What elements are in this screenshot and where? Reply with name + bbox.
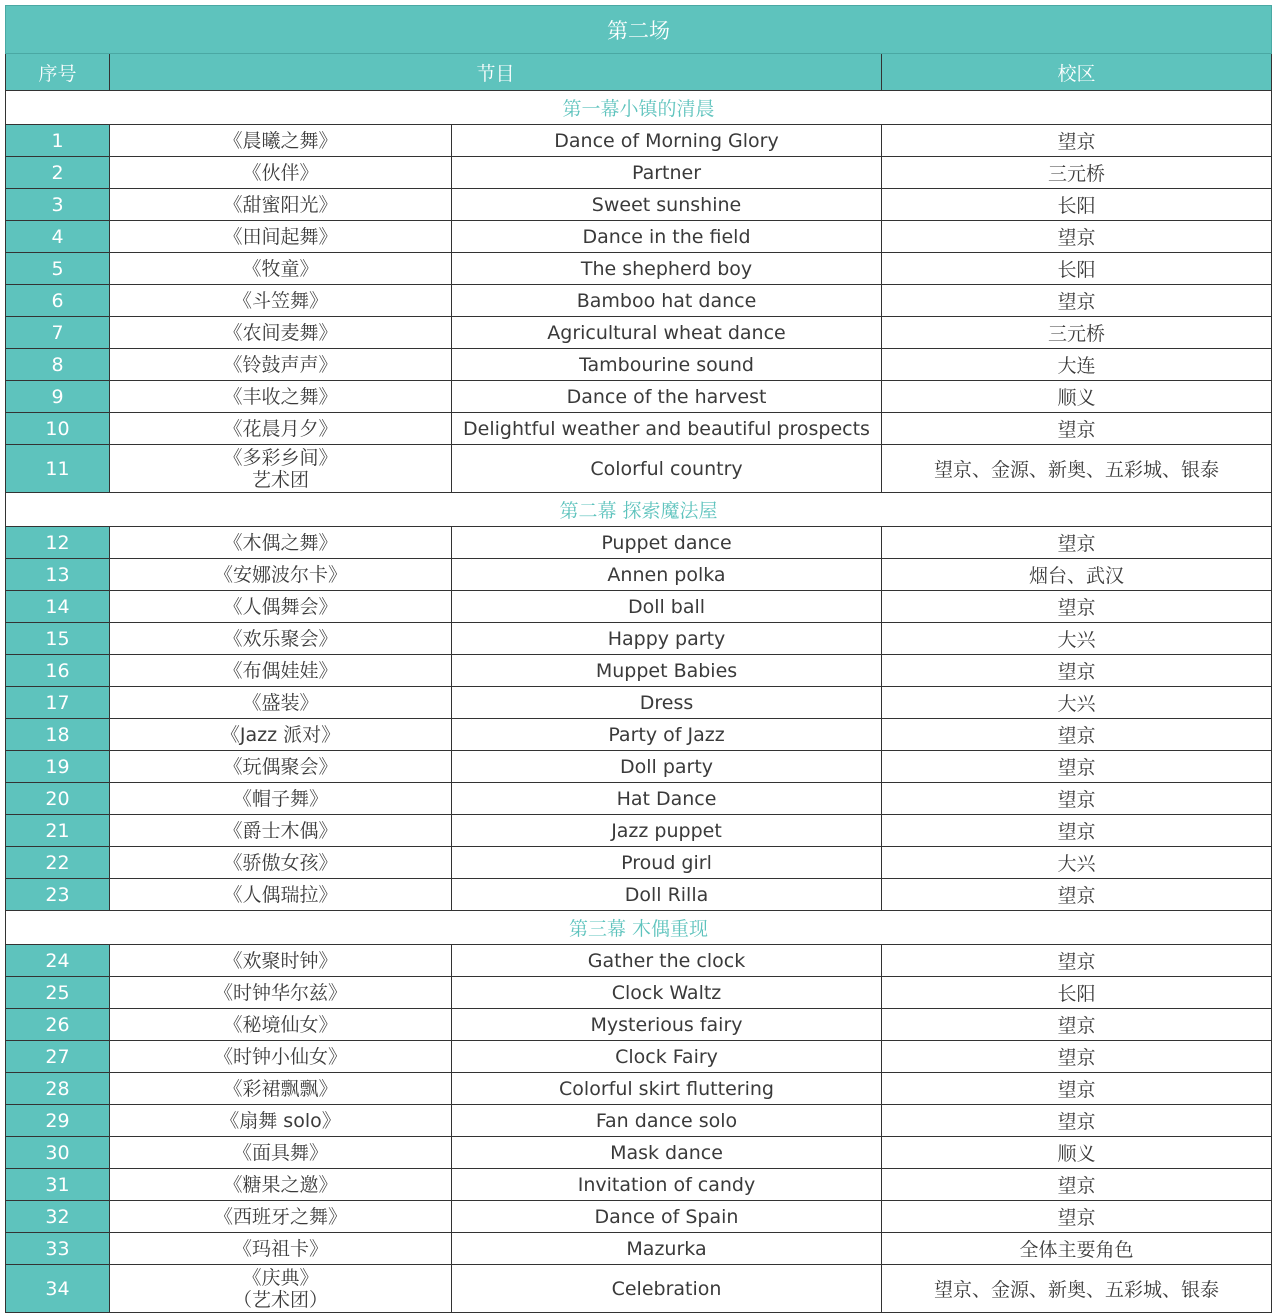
program-title-en: Celebration (452, 1265, 882, 1313)
program-campus: 大兴 (882, 687, 1272, 719)
program-row (6, 125, 1272, 157)
program-title-en: The shepherd boy (452, 253, 882, 285)
program-campus: 望京 (882, 719, 1272, 751)
program-row (6, 687, 1272, 719)
program-campus: 望京 (882, 125, 1272, 157)
program-campus: 长阳 (882, 253, 1272, 285)
program-title-en: Colorful skirt fluttering (452, 1073, 882, 1105)
program-title-zh: 《玩偶聚会》 (110, 751, 452, 783)
program-title-en: Agricultural wheat dance (452, 317, 882, 349)
program-title-zh: 《面具舞》 (110, 1137, 452, 1169)
program-row (6, 879, 1272, 911)
program-campus: 望京、金源、新奥、五彩城、银泰 (882, 1265, 1272, 1313)
program-campus: 长阳 (882, 977, 1272, 1009)
program-row (6, 783, 1272, 815)
program-title-zh: 《布偶娃娃》 (110, 655, 452, 687)
program-row (6, 655, 1272, 687)
program-campus: 望京 (882, 1041, 1272, 1073)
program-title-en: Dance in the field (452, 221, 882, 253)
program-campus: 全体主要角色 (882, 1233, 1272, 1265)
program-table (5, 5, 1272, 1313)
program-title-en: Sweet sunshine (452, 189, 882, 221)
program-row (6, 1073, 1272, 1105)
program-number: 8 (6, 349, 110, 381)
program-row (6, 945, 1272, 977)
program-number: 3 (6, 189, 110, 221)
program-row (6, 1265, 1272, 1313)
program-title-zh: 《晨曦之舞》 (110, 125, 452, 157)
program-campus: 望京、金源、新奥、五彩城、银泰 (882, 445, 1272, 493)
program-campus: 望京 (882, 879, 1272, 911)
program-title-en: Jazz puppet (452, 815, 882, 847)
program-row (6, 253, 1272, 285)
program-row (6, 847, 1272, 879)
program-title-en: Party of Jazz (452, 719, 882, 751)
program-campus: 望京 (882, 783, 1272, 815)
program-title-zh: 《牧童》 (110, 253, 452, 285)
program-campus: 长阳 (882, 189, 1272, 221)
program-campus: 望京 (882, 591, 1272, 623)
program-title-en: Dance of Morning Glory (452, 125, 882, 157)
header-no: 序号 (6, 54, 110, 91)
program-number: 33 (6, 1233, 110, 1265)
program-row (6, 1041, 1272, 1073)
program-title-en: Clock Fairy (452, 1041, 882, 1073)
program-title-en: Fan dance solo (452, 1105, 882, 1137)
program-title-zh: 《骄傲女孩》 (110, 847, 452, 879)
program-title-en: Gather the clock (452, 945, 882, 977)
program-number: 26 (6, 1009, 110, 1041)
program-number: 28 (6, 1073, 110, 1105)
program-row (6, 1233, 1272, 1265)
program-number: 32 (6, 1201, 110, 1233)
program-number: 25 (6, 977, 110, 1009)
program-title-en: Tambourine sound (452, 349, 882, 381)
program-title-zh: 《时钟华尔兹》 (110, 977, 452, 1009)
program-title-zh: 《花晨月夕》 (110, 413, 452, 445)
program-campus: 望京 (882, 1009, 1272, 1041)
program-number: 18 (6, 719, 110, 751)
program-row (6, 559, 1272, 591)
act-header-row (6, 911, 1272, 945)
program-title-en: Doll ball (452, 591, 882, 623)
program-title-zh: 《爵士木偶》 (110, 815, 452, 847)
program-title-en: Mysterious fairy (452, 1009, 882, 1041)
program-title-zh: 《丰收之舞》 (110, 381, 452, 413)
program-number: 17 (6, 687, 110, 719)
program-title-en: Partner (452, 157, 882, 189)
program-number: 10 (6, 413, 110, 445)
program-title-en: Mazurka (452, 1233, 882, 1265)
program-title-en: Proud girl (452, 847, 882, 879)
program-row (6, 381, 1272, 413)
act-title: 第一幕小镇的清晨 (6, 91, 1272, 125)
program-title-zh: 《斗笠舞》 (110, 285, 452, 317)
program-number: 31 (6, 1169, 110, 1201)
program-row (6, 445, 1272, 493)
program-title-en: Puppet dance (452, 527, 882, 559)
program-number: 23 (6, 879, 110, 911)
program-campus: 大连 (882, 349, 1272, 381)
program-title-en: Dance of Spain (452, 1201, 882, 1233)
program-title-zh: 《甜蜜阳光》 (110, 189, 452, 221)
program-number: 24 (6, 945, 110, 977)
program-title-en: Mask dance (452, 1137, 882, 1169)
act-header-row (6, 493, 1272, 527)
program-title-en: Dress (452, 687, 882, 719)
program-title-zh: 《木偶之舞》 (110, 527, 452, 559)
program-row (6, 623, 1272, 655)
program-title-zh: 《田间起舞》 (110, 221, 452, 253)
program-campus: 望京 (882, 413, 1272, 445)
program-row (6, 719, 1272, 751)
program-number: 1 (6, 125, 110, 157)
title-row (6, 6, 1272, 54)
program-row (6, 1009, 1272, 1041)
program-campus: 大兴 (882, 847, 1272, 879)
program-campus: 顺义 (882, 1137, 1272, 1169)
program-row (6, 1169, 1272, 1201)
program-title-en: Muppet Babies (452, 655, 882, 687)
program-title-en: Dance of the harvest (452, 381, 882, 413)
program-table-body (6, 6, 1272, 1313)
program-title-en: Doll party (452, 751, 882, 783)
program-campus: 望京 (882, 285, 1272, 317)
program-number: 22 (6, 847, 110, 879)
program-campus: 望京 (882, 221, 1272, 253)
program-number: 27 (6, 1041, 110, 1073)
program-title-zh: 《欢聚时钟》 (110, 945, 452, 977)
program-title-zh: 《时钟小仙女》 (110, 1041, 452, 1073)
program-campus: 望京 (882, 1105, 1272, 1137)
program-number: 21 (6, 815, 110, 847)
program-title-zh: 《扇舞 solo》 (110, 1105, 452, 1137)
program-campus: 望京 (882, 527, 1272, 559)
act-title: 第三幕 木偶重现 (6, 911, 1272, 945)
program-title-en: Invitation of candy (452, 1169, 882, 1201)
program-row (6, 527, 1272, 559)
program-number: 12 (6, 527, 110, 559)
program-number: 2 (6, 157, 110, 189)
act-title: 第二幕 探索魔法屋 (6, 493, 1272, 527)
program-title-zh: 《帽子舞》 (110, 783, 452, 815)
program-title-en: Happy party (452, 623, 882, 655)
program-title-zh: 《秘境仙女》 (110, 1009, 452, 1041)
header-campus: 校区 (882, 54, 1272, 91)
program-campus: 望京 (882, 1201, 1272, 1233)
program-row (6, 591, 1272, 623)
program-campus: 三元桥 (882, 317, 1272, 349)
program-row (6, 1201, 1272, 1233)
program-number: 34 (6, 1265, 110, 1313)
program-number: 13 (6, 559, 110, 591)
program-number: 7 (6, 317, 110, 349)
program-title-zh: 《Jazz 派对》 (110, 719, 452, 751)
program-campus: 望京 (882, 1169, 1272, 1201)
program-row (6, 815, 1272, 847)
program-row (6, 977, 1272, 1009)
program-campus: 三元桥 (882, 157, 1272, 189)
program-number: 29 (6, 1105, 110, 1137)
header-row (6, 54, 1272, 91)
program-title-zh: 《彩裙飘飘》 (110, 1073, 452, 1105)
program-row (6, 285, 1272, 317)
program-row (6, 221, 1272, 253)
program-title-zh: 《人偶舞会》 (110, 591, 452, 623)
program-title-zh: 《人偶瑞拉》 (110, 879, 452, 911)
program-title-en: Doll Rilla (452, 879, 882, 911)
program-title-en: Hat Dance (452, 783, 882, 815)
header-program: 节目 (110, 54, 882, 91)
program-number: 6 (6, 285, 110, 317)
program-campus: 顺义 (882, 381, 1272, 413)
program-number: 4 (6, 221, 110, 253)
program-number: 9 (6, 381, 110, 413)
program-row (6, 157, 1272, 189)
program-number: 14 (6, 591, 110, 623)
program-row (6, 751, 1272, 783)
program-number: 15 (6, 623, 110, 655)
program-row (6, 1105, 1272, 1137)
program-number: 11 (6, 445, 110, 493)
program-number: 30 (6, 1137, 110, 1169)
program-title-en: Clock Waltz (452, 977, 882, 1009)
act-header-row (6, 91, 1272, 125)
program-title-zh: 《西班牙之舞》 (110, 1201, 452, 1233)
page-title: 第二场 (6, 6, 1272, 54)
program-title-zh: 《玛祖卡》 (110, 1233, 452, 1265)
program-number: 16 (6, 655, 110, 687)
program-title-en: Bamboo hat dance (452, 285, 882, 317)
program-row (6, 317, 1272, 349)
program-campus: 烟台、武汉 (882, 559, 1272, 591)
program-title-zh: 《糖果之邀》 (110, 1169, 452, 1201)
program-row (6, 413, 1272, 445)
program-title-zh: 《庆典》 （艺术团） (110, 1265, 452, 1313)
program-title-zh: 《农间麦舞》 (110, 317, 452, 349)
program-title-en: Delightful weather and beautiful prospects (452, 413, 882, 445)
program-campus: 望京 (882, 1073, 1272, 1105)
program-title-zh: 《多彩乡间》 艺术团 (110, 445, 452, 493)
program-row (6, 1137, 1272, 1169)
program-campus: 望京 (882, 751, 1272, 783)
program-number: 19 (6, 751, 110, 783)
program-title-zh: 《安娜波尔卡》 (110, 559, 452, 591)
program-number: 5 (6, 253, 110, 285)
program-schedule (5, 5, 1271, 1313)
program-title-zh: 《铃鼓声声》 (110, 349, 452, 381)
program-number: 20 (6, 783, 110, 815)
program-title-zh: 《欢乐聚会》 (110, 623, 452, 655)
program-title-zh: 《盛装》 (110, 687, 452, 719)
program-row (6, 349, 1272, 381)
program-title-en: Annen polka (452, 559, 882, 591)
program-title-zh: 《伙伴》 (110, 157, 452, 189)
program-campus: 望京 (882, 945, 1272, 977)
program-campus: 望京 (882, 815, 1272, 847)
program-title-en: Colorful country (452, 445, 882, 493)
program-campus: 望京 (882, 655, 1272, 687)
program-row (6, 189, 1272, 221)
program-campus: 大兴 (882, 623, 1272, 655)
